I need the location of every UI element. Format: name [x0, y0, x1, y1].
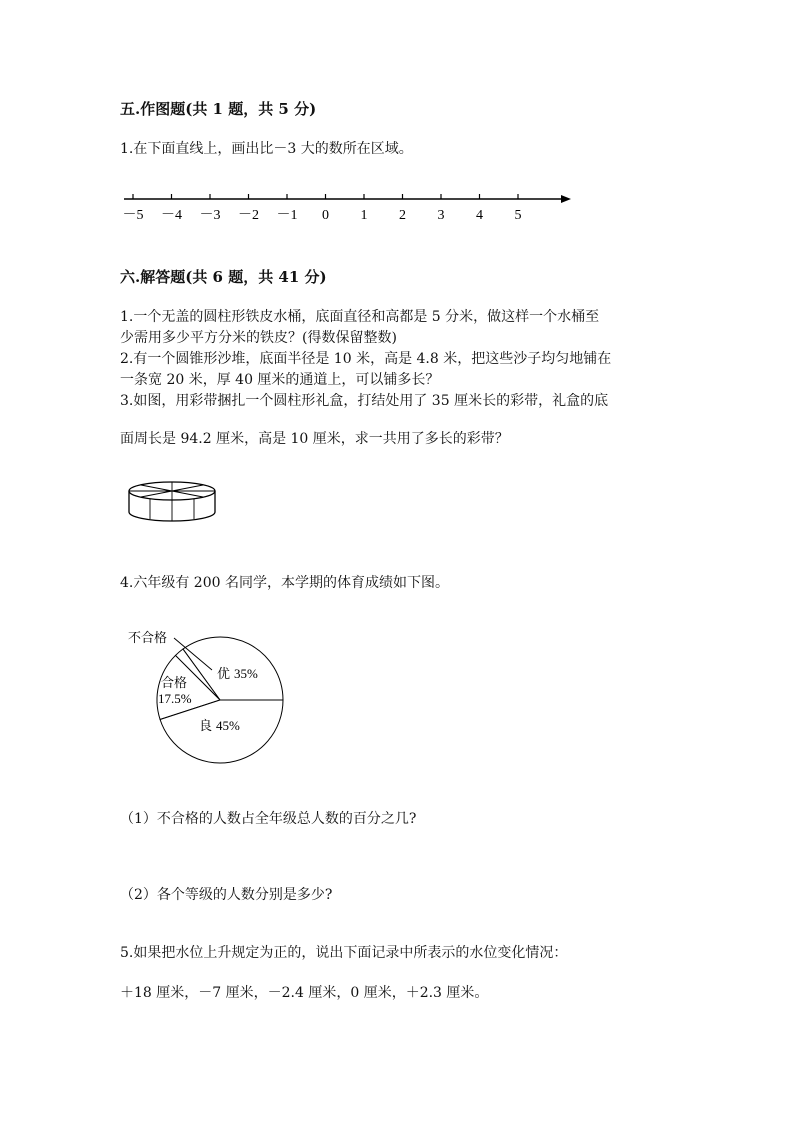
section5-heading: 五.作图题(共 1 题，共 5 分) — [120, 100, 317, 118]
svg-text:优35%: 优 35% — [217, 666, 258, 681]
number-line-tick-label: －4 — [161, 208, 182, 223]
number-line-tick-label: －3 — [199, 208, 221, 223]
pie-label-excellent — [217, 666, 258, 681]
number-line-tick-label: 3 — [437, 208, 445, 223]
pie-label-pass: 合格 — [161, 675, 188, 690]
grade-pie-chart — [120, 620, 290, 770]
question-4-sub-2: （2）各个等级的人数分别是多少? — [120, 887, 333, 903]
svg-text:良45%: 良 45% — [199, 718, 240, 733]
number-line-tick-label: 5 — [514, 208, 522, 223]
number-line-tick-label: －1 — [276, 208, 298, 223]
number-line-tick-label: 0 — [322, 208, 329, 223]
question-2-line-2: 一条宽 20 米，厚 40 厘米的通道上，可以铺多长？ — [120, 372, 440, 388]
number-line — [115, 185, 585, 235]
number-line-tick-label: －2 — [238, 208, 259, 223]
question-4-sub-1: （1）不合格的人数占全年级总人数的百分之几? — [120, 811, 417, 827]
number-line-tick-label: －5 — [122, 208, 144, 223]
question-3-line-2: 面周长是 94.2 厘米，高是 10 厘米，求一共用了多长的彩带？ — [120, 431, 509, 447]
number-line-tick-label: 1 — [360, 208, 368, 223]
section5-question-1: 1.在下面直线上，画出比－3 大的数所在区域。 — [120, 141, 413, 157]
number-line-tick-label: 2 — [399, 208, 406, 223]
number-line-tick-label: 4 — [476, 208, 483, 223]
number-line-arrow — [561, 195, 571, 203]
cylinder-gift-box-image — [125, 478, 220, 526]
question-5-values: ＋18 厘米，－7 厘米，－2.4 厘米，0 厘米，＋2.3 厘米。 — [120, 985, 489, 1001]
question-1-line-2: 少需用多少平方分米的铁皮？(得数保留整数) — [120, 330, 397, 346]
question-3-line-1: 3.如图，用彩带捆扎一个圆柱形礼盒，打结处用了 35 厘米长的彩带，礼盒的底 — [120, 393, 609, 409]
pie-label-pass-percent: 17.5% — [158, 691, 192, 706]
question-5: 5.如果把水位上升规定为正的，说出下面记录中所表示的水位变化情况： — [120, 945, 568, 961]
pie-label-good — [199, 718, 240, 733]
pie-label-failed: 不合格 — [128, 630, 168, 645]
question-1-line-1: 1.一个无盖的圆柱形铁皮水桶，底面直径和高都是 5 分米，做这样一个水桶至 — [120, 309, 600, 325]
section6-heading: 六.解答题(共 6 题，共 41 分) — [120, 268, 327, 286]
question-4: 4.六年级有 200 名同学，本学期的体育成绩如下图。 — [120, 575, 449, 591]
question-2-line-1: 2.有一个圆锥形沙堆，底面半径是 10 米，高是 4.8 米，把这些沙子均匀地铺在 — [120, 351, 612, 367]
